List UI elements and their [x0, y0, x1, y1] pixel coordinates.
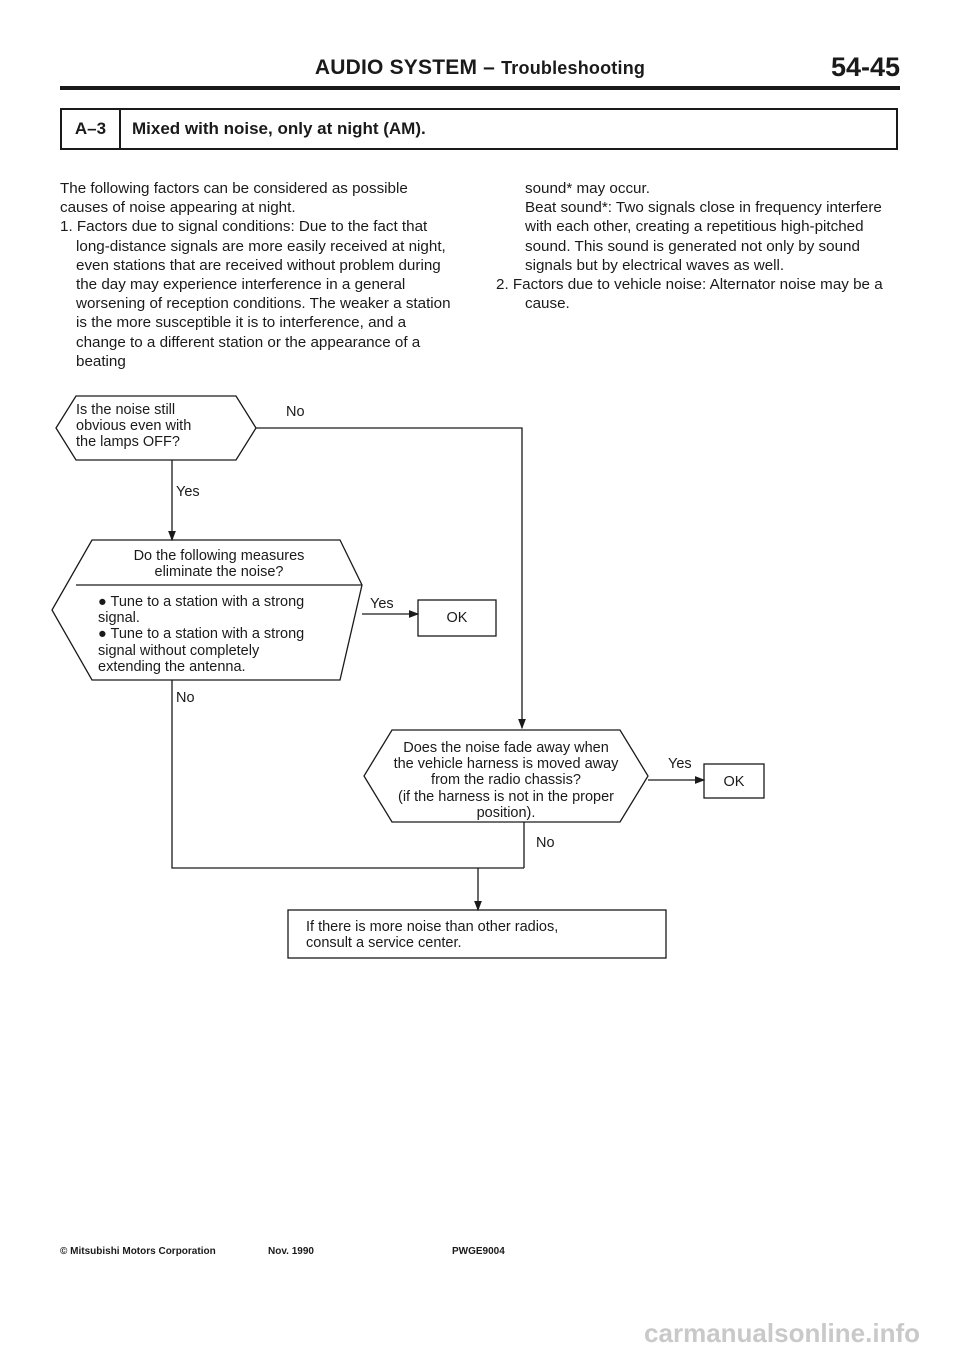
q3-line-2: the vehicle harness is moved away [393, 756, 619, 773]
q3-line-4: (if the harness is not in the proper [397, 788, 614, 805]
q3-yes-label: Yes [668, 756, 692, 772]
intro-item-2: 2. Factors due to vehicle noise: Alternator noise may be a cause. [496, 276, 883, 313]
q3-line-3: from the radio chassis? [431, 772, 581, 789]
q2-yes-label: Yes [370, 596, 394, 612]
q2-header-line-2: eliminate the noise? [154, 564, 284, 581]
q3-text [364, 740, 648, 821]
beat-sound-note: Beat sound*: Two signals close in frequency interfere with each other, creating a repetitious high-pitched sound. This sound is generated not only by sound signals but by electrical waves as well. [525, 199, 882, 274]
header-title-main: AUDIO SYSTEM [314, 56, 478, 79]
section-code: A–3 [62, 110, 121, 148]
section-title: Mixed with noise, only at night (AM). [132, 119, 426, 138]
page-number: 54-45 [830, 52, 900, 82]
end-box-text [306, 919, 558, 951]
end-line-2: consult a service center. [306, 935, 462, 952]
q2-bullets [98, 594, 304, 675]
footer-date: Nov. 1990 [268, 1246, 314, 1257]
intro-continuation: sound* may occur. [525, 180, 650, 197]
q1-line-3: the lamps OFF? [76, 434, 180, 451]
q2-ok-label: OK [446, 610, 468, 626]
q2-bullet-1-line-1: ● Tune to a station with a strong [98, 594, 305, 610]
q1-text [76, 402, 191, 451]
header-title-sub: Troubleshooting [501, 58, 646, 78]
q2-bullet-2-line-2: signal without completely [98, 642, 260, 659]
q1-no-label: No [286, 404, 305, 420]
q2-bullet-2-line-3: extending the antenna. [98, 658, 246, 675]
q3-line-1: Does the noise fade away when [403, 740, 609, 756]
q2-bullet-2-line-1: ● Tune to a station with a strong [98, 626, 305, 643]
q2-no-label: No [176, 690, 195, 706]
q1-line-1: Is the noise still [76, 402, 176, 418]
watermark: carmanualsonline.info [644, 1318, 920, 1348]
footer-code: PWGE9004 [452, 1246, 505, 1257]
q1-yes-label: Yes [176, 484, 200, 500]
q3-no-label: No [536, 835, 555, 851]
q3-ok-label: OK [723, 774, 745, 790]
q1-line-2: obvious even with [76, 418, 192, 435]
q3-line-5: position). [476, 804, 536, 821]
header-title-dash: – [477, 56, 502, 79]
end-line-1: If there is more noise than other radios, [306, 919, 559, 935]
footer-copyright: © Mitsubishi Motors Corporation [60, 1246, 216, 1257]
intro-item-1: 1. Factors due to signal conditions: Due to the fact that long-distance signals are more easily received at night, even stations that are received without problem during the day may experience interference in a general worsening of reception conditions. The weaker a station is the more susceptible it is to interference, and a change to a different station or the appearance of a beating [60, 218, 451, 370]
q2-header-line-1: Do the following measures [133, 548, 305, 564]
intro-lead: The following factors can be considered as possible causes of noise appearing at night. [60, 180, 408, 217]
q2-bullet-1-line-2: signal. [98, 610, 140, 627]
q2-header-text [76, 548, 362, 580]
